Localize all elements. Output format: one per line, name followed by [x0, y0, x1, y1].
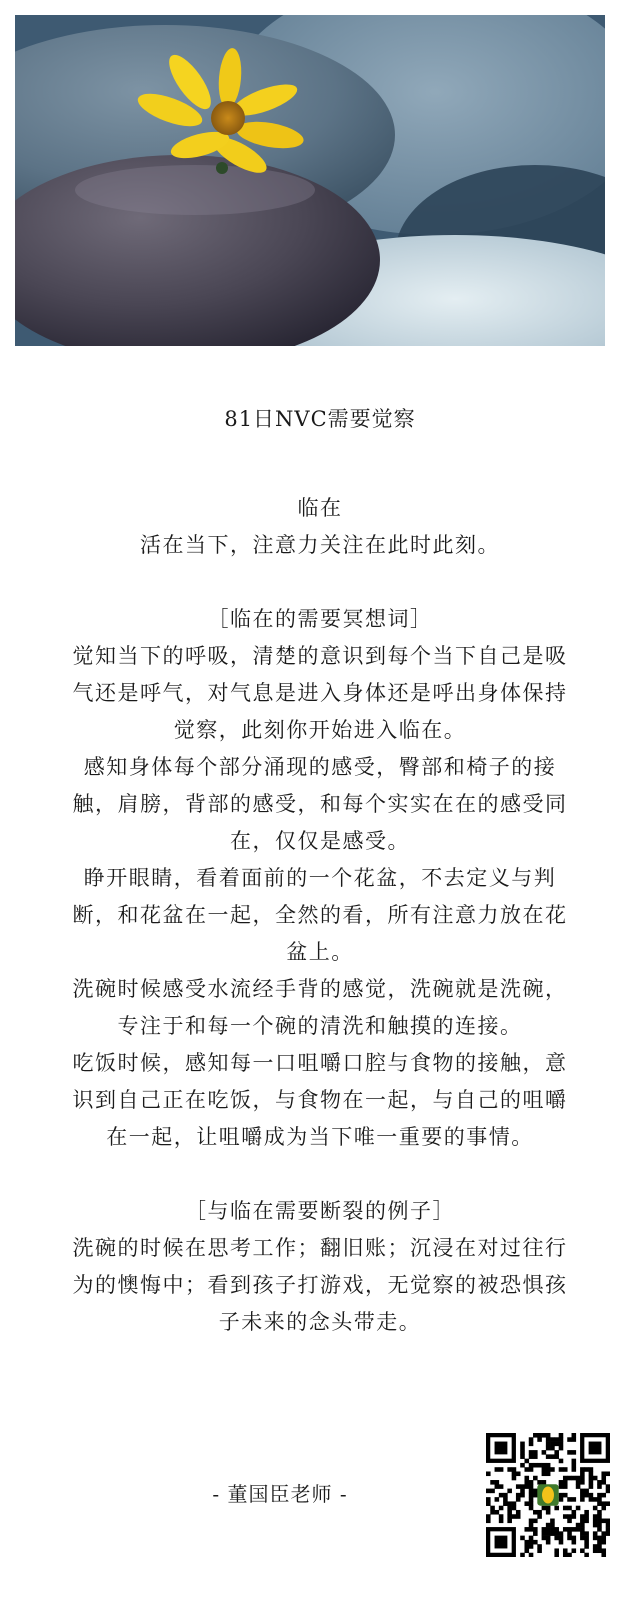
article-title: 81日NVC需要觉察 [224, 407, 416, 431]
qr-code-icon [486, 1433, 610, 1557]
section-heading-presence: 临在 [297, 496, 343, 520]
author-signature: - 董国臣老师 - [212, 1482, 348, 1506]
section-heading-meditation: ［临在的需要冥想词］ [207, 607, 433, 631]
meditation-paragraph: 吃饭时候，感知每一口咀嚼口腔与食物的接触，意识到自己正在吃饭，与食物在一起，与自己的咀嚼在一起，让咀嚼成为当下唯一重要的事情。 [72, 1051, 568, 1149]
meditation-paragraph: 睁开眼睛，看着面前的一个花盆，不去定义与判断，和花盆在一起，全然的看，所有注意力放在花盆上。 [72, 866, 568, 964]
presence-definition: 活在当下，注意力关注在此时此刻。 [140, 533, 500, 557]
examples-paragraph: 洗碗的时候在思考工作；翻旧账；沉浸在对过往行为的懊悔中；看到孩子打游戏，无觉察的被恐惧孩子未来的念头带走。 [72, 1236, 568, 1334]
hero-image [15, 15, 605, 346]
meditation-paragraph: 觉知当下的呼吸，清楚的意识到每个当下自己是吸气还是呼气，对气息是进入身体还是呼出身体保持觉察，此刻你开始进入临在。 [72, 644, 568, 742]
meditation-paragraph: 洗碗时候感受水流经手背的感觉，洗碗就是洗碗，专注于和每一个碗的清洗和触摸的连接。 [72, 977, 568, 1038]
section-heading-examples: ［与临在需要断裂的例子］ [185, 1199, 455, 1223]
meditation-paragraph: 感知身体每个部分涌现的感受，臀部和椅子的接触，肩膀，背部的感受，和每个实实在在的感受同在，仅仅是感受。 [72, 755, 568, 853]
article-body [70, 404, 570, 1341]
